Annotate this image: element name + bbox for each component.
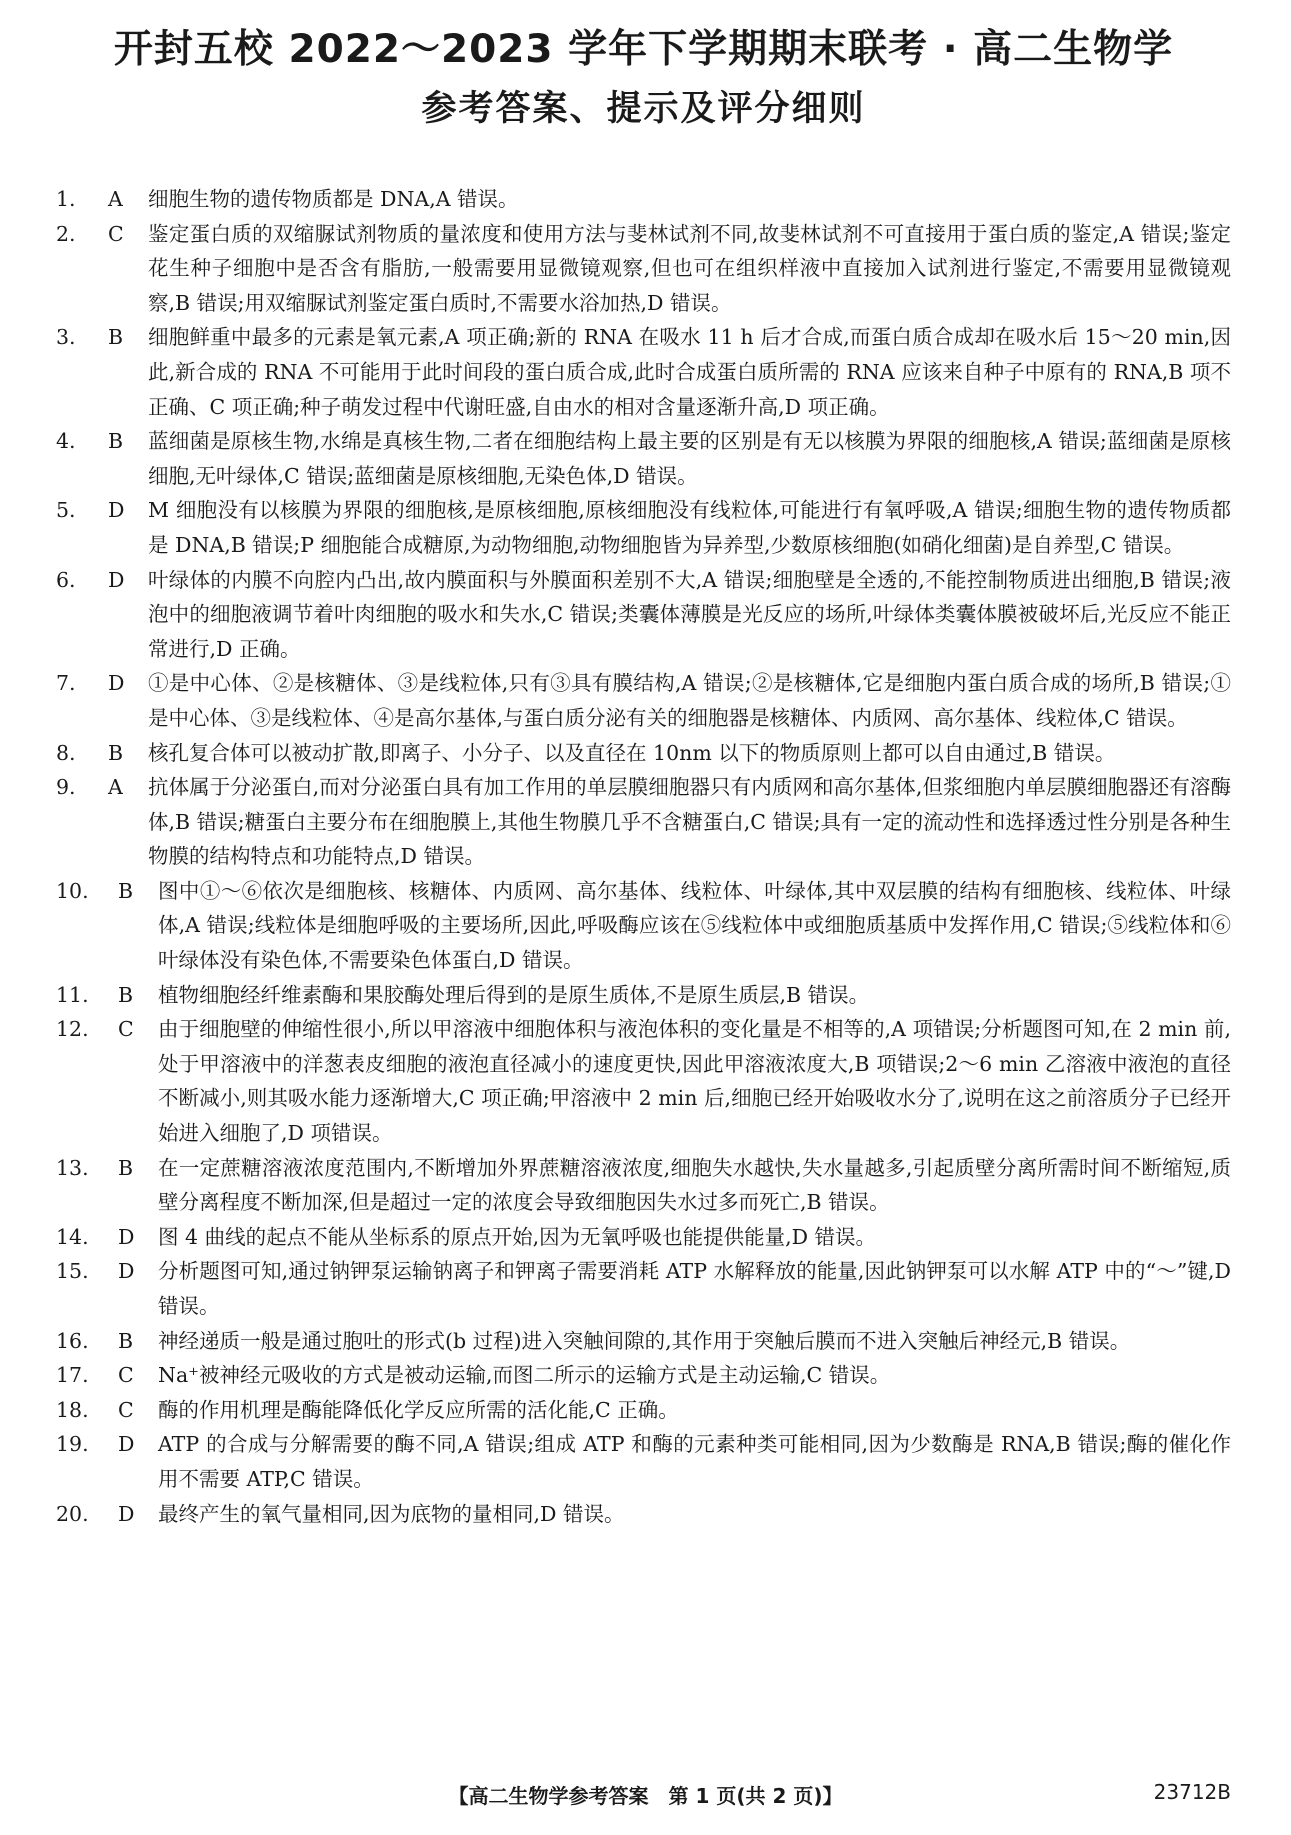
answer-letter: A: [108, 187, 123, 211]
answer-letter: C: [118, 1363, 134, 1388]
question-number: 19.: [56, 1432, 89, 1457]
question-number: 12.: [56, 1017, 89, 1042]
question-number: 8.: [56, 740, 76, 765]
answer-letter: D: [108, 671, 125, 696]
answer-item-8: [56, 736, 1231, 771]
answer-letter: D: [118, 1432, 135, 1457]
answer-letter: D: [108, 567, 125, 592]
answer-letter: D: [108, 498, 125, 523]
answer-list: [56, 182, 1231, 1531]
answer-item-7: [56, 666, 1231, 735]
question-number: 5.: [56, 498, 76, 523]
answer-item-16: [56, 1324, 1231, 1359]
answer-item-17: [56, 1358, 1231, 1393]
question-number: 7.: [56, 671, 76, 696]
answer-item-13: [56, 1151, 1231, 1220]
question-number: 20.: [56, 1501, 89, 1526]
answer-explanation: Na⁺被神经元吸收的方式是被动运输,而图二所示的运输方式是主动运输,C 错误。: [158, 1363, 891, 1388]
answer-item-5: [56, 493, 1231, 562]
answer-explanation: 抗体属于分泌蛋白,而对分泌蛋白具有加工作用的单层膜细胞器只有内质网和高尔基体,但浆细胞内单层膜细胞器还有溶酶体,B 错误;糖蛋白主要分布在细胞膜上,其他生物膜几乎不含糖蛋白,C 错误;具有一定的流动性和选择透过性分别是各种生物膜的结构特点和功能特点,D 错误。: [148, 775, 1231, 869]
answer-explanation: 植物细胞经纤维素酶和果胶酶处理后得到的是原生质体,不是原生质层,B 错误。: [158, 982, 870, 1007]
footer-page-info: 【高二生物学参考答案 第 1 页(共 2 页)】: [448, 1784, 843, 1808]
answer-letter: D: [118, 1501, 135, 1526]
answer-explanation: 酶的作用机理是酶能降低化学反应所需的活化能,C 正确。: [158, 1397, 679, 1422]
answer-letter: B: [118, 1155, 134, 1180]
question-number: 6.: [56, 567, 76, 592]
answer-explanation: 神经递质一般是通过胞吐的形式(b 过程)进入突触间隙的,其作用于突触后膜而不进入突触后神经元,B 错误。: [158, 1328, 1131, 1353]
question-number: 9.: [56, 775, 76, 800]
question-number: 13.: [56, 1155, 89, 1180]
answer-item-11: [56, 978, 1231, 1013]
question-number: 14.: [56, 1224, 89, 1249]
answer-item-18: [56, 1393, 1231, 1428]
answer-explanation: 细胞鲜重中最多的元素是氧元素,A 项正确;新的 RNA 在吸水 11 h 后才合成,而蛋白质合成却在吸水后 15～20 min,因此,新合成的 RNA 不可能用于此时间段的蛋白质合成,此时合成蛋白质所需的 RNA 应该来自种子中原有的 RNA,B 项不正确、C 项正确;种子萌发过程中代谢旺盛,自由水的相对含量逐渐升高,D 项正确。: [148, 325, 1231, 419]
answer-item-1: [56, 182, 1231, 217]
answer-item-2: [56, 217, 1231, 321]
answer-item-14: [56, 1220, 1231, 1255]
answer-explanation: 鉴定蛋白质的双缩脲试剂物质的量浓度和使用方法与斐林试剂不同,故斐林试剂不可直接用于蛋白质的鉴定,A 错误;鉴定花生种子细胞中是否含有脂肪,一般需要用显微镜观察,但也可在组织样液中直接加入试剂进行鉴定,不需要用显微镜观察,B 错误;用双缩脲试剂鉴定蛋白质时,不需要水浴加热,D 错误。: [148, 221, 1231, 315]
answer-item-20: [56, 1497, 1231, 1532]
answer-item-15: [56, 1254, 1231, 1323]
answer-explanation: 核孔复合体可以被动扩散,即离子、小分子、以及直径在 10nm 以下的物质原则上都可以自由通过,B 错误。: [148, 740, 1116, 765]
page-title: 开封五校 2022～2023 学年下学期期末联考 · 高二生物学: [113, 27, 1174, 72]
answer-explanation: 分析题图可知,通过钠钾泵运输钠离子和钾离子需要消耗 ATP 水解释放的能量,因此钠钾泵可以水解 ATP 中的“～”键,D 错误。: [158, 1259, 1231, 1318]
question-number: 10.: [56, 878, 89, 903]
answer-letter: B: [108, 429, 124, 454]
answer-letter: C: [118, 1017, 134, 1042]
answer-letter: C: [118, 1397, 134, 1422]
answer-explanation: M 细胞没有以核膜为界限的细胞核,是原核细胞,原核细胞没有线粒体,可能进行有氧呼吸,A 错误;细胞生物的遗传物质都是 DNA,B 错误;P 细胞能合成糖原,为动物细胞,动物细胞皆为异养型,少数原核细胞(如硝化细菌)是自养型,C 错误。: [148, 498, 1231, 557]
answer-explanation: 由于细胞壁的伸缩性很小,所以甲溶液中细胞体积与液泡体积的变化量是不相等的,A 项错误;分析题图可知,在 2 min 前,处于甲溶液中的洋葱表皮细胞的液泡直径减小的速度更快,因此甲溶液浓度大,B 项错误;2～6 min 乙溶液中液泡的直径不断减小,则其吸水能力逐渐增大,C 项正确;甲溶液中 2 min 后,细胞已经开始吸收水分了,说明在这之前溶质分子已经开始进入细胞了,D 项错误。: [158, 1017, 1231, 1146]
question-number: 18.: [56, 1397, 89, 1422]
answer-letter: B: [118, 878, 134, 903]
question-number: 11.: [56, 982, 89, 1007]
answer-letter: A: [108, 775, 123, 800]
question-number: 1.: [56, 187, 76, 211]
page-subtitle: 参考答案、提示及评分细则: [421, 89, 866, 129]
question-number: 16.: [56, 1328, 89, 1353]
footer-document-code: 23712B: [1153, 1780, 1231, 1804]
question-number: 4.: [56, 429, 76, 454]
answer-explanation: 在一定蔗糖溶液浓度范围内,不断增加外界蔗糖溶液浓度,细胞失水越快,失水量越多,引起质壁分离所需时间不断缩短,质壁分离程度不断加深,但是超过一定的浓度会导致细胞因失水过多而死亡,B 错误。: [158, 1155, 1231, 1215]
answer-letter: B: [108, 740, 124, 765]
answer-item-19: [56, 1427, 1231, 1496]
answer-letter: B: [118, 982, 134, 1007]
answer-explanation: 细胞生物的遗传物质都是 DNA,A 错误。: [148, 187, 519, 211]
question-number: 3.: [56, 325, 76, 350]
answer-letter: D: [118, 1224, 135, 1249]
answer-explanation: 叶绿体的内膜不向腔内凸出,故内膜面积与外膜面积差别不大,A 错误;细胞壁是全透的,不能控制物质进出细胞,B 错误;液泡中的细胞液调节着叶肉细胞的吸水和失水,C 错误;类囊体薄膜是光反应的场所,叶绿体类囊体膜被破坏后,光反应不能正常进行,D 正确。: [148, 567, 1231, 661]
answer-explanation: ATP 的合成与分解需要的酶不同,A 错误;组成 ATP 和酶的元素种类可能相同,因为少数酶是 RNA,B 错误;酶的催化作用不需要 ATP,C 错误。: [158, 1432, 1231, 1491]
answer-explanation: 最终产生的氧气量相同,因为底物的量相同,D 错误。: [158, 1501, 625, 1526]
answer-letter: B: [118, 1328, 134, 1353]
answer-item-4: [56, 424, 1231, 493]
question-number: 2.: [56, 221, 76, 246]
answer-letter: C: [108, 221, 124, 246]
answer-item-9: [56, 770, 1231, 874]
question-number: 17.: [56, 1363, 89, 1388]
answer-item-10: [56, 874, 1231, 978]
answer-letter: D: [118, 1259, 135, 1284]
answer-explanation: 图中①～⑥依次是细胞核、核糖体、内质网、高尔基体、线粒体、叶绿体,其中双层膜的结构有细胞核、线粒体、叶绿体,A 错误;线粒体是细胞呼吸的主要场所,因此,呼吸酶应该在⑤线粒体中或细胞质基质中发挥作用,C 错误;⑤线粒体和⑥叶绿体没有染色体,不需要染色体蛋白,D 错误。: [158, 878, 1231, 973]
answer-item-12: [56, 1012, 1231, 1150]
question-number: 15.: [56, 1259, 89, 1284]
answer-explanation: 图 4 曲线的起点不能从坐标系的原点开始,因为无氧呼吸也能提供能量,D 错误。: [158, 1224, 877, 1249]
answer-explanation: 蓝细菌是原核生物,水绵是真核生物,二者在细胞结构上最主要的区别是有无以核膜为界限的细胞核,A 错误;蓝细菌是原核细胞,无叶绿体,C 错误;蓝细菌是原核细胞,无染色体,D 错误。: [148, 429, 1231, 488]
answer-item-3: [56, 320, 1231, 424]
page-footer: [0, 1780, 1291, 1812]
answer-item-6: [56, 563, 1231, 667]
answer-explanation: ①是中心体、②是核糖体、③是线粒体,只有③具有膜结构,A 错误;②是核糖体,它是细胞内蛋白质合成的场所,B 错误;①是中心体、③是线粒体、④是高尔基体,与蛋白质分泌有关的细胞器是核糖体、内质网、高尔基体、线粒体,C 错误。: [148, 671, 1231, 730]
answer-letter: B: [108, 325, 124, 350]
